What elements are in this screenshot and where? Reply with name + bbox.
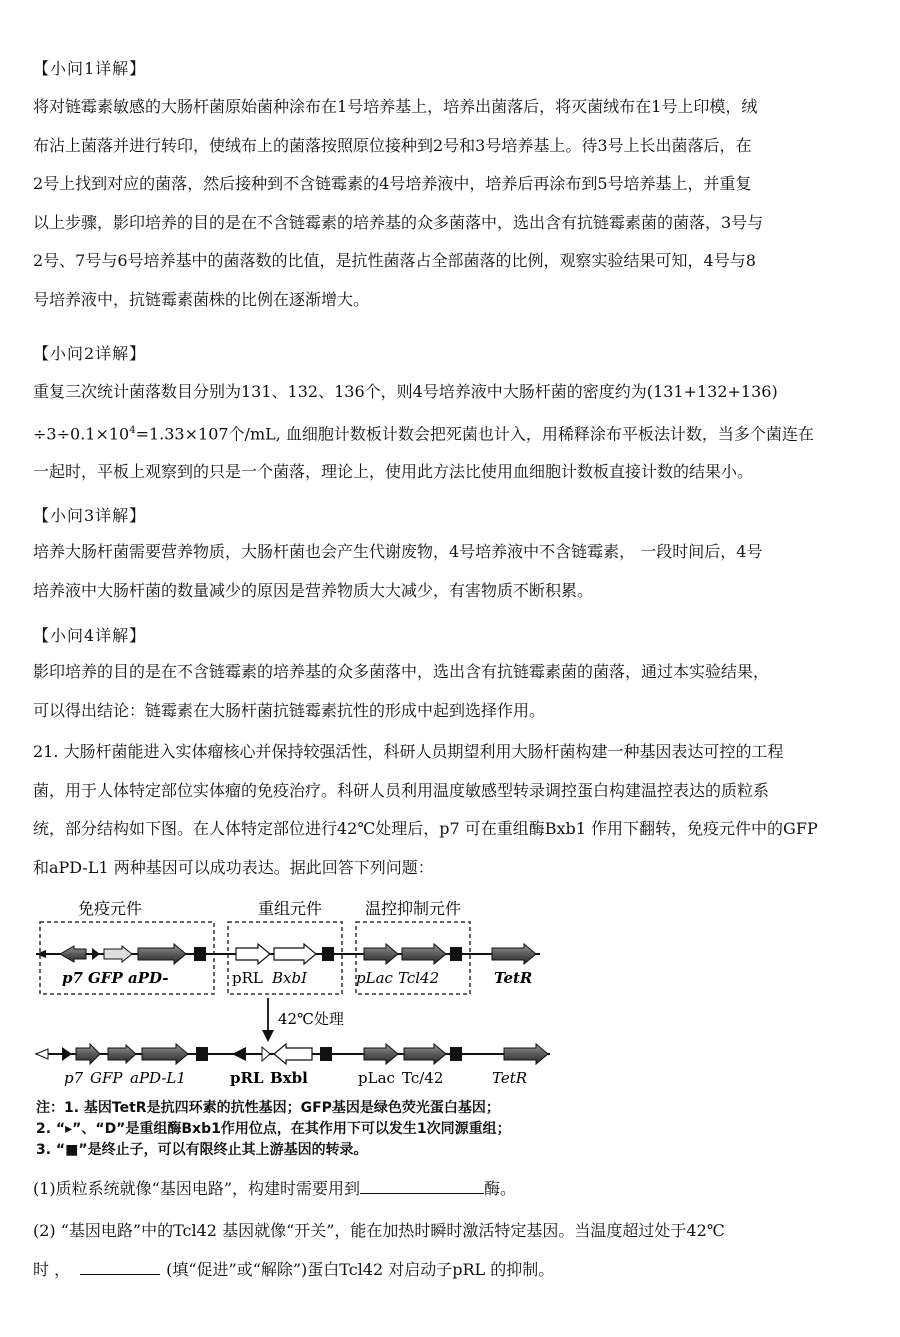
text-line: 和aPD-L1 两种基因可以成功表达。据此回答下列问题：	[33, 857, 434, 877]
terminator	[322, 947, 334, 961]
prl-promoter-arrow	[236, 944, 270, 964]
text-line: 将对链霉素敏感的大肠杆菌原始菌种涂布在1号培养基上，培养出菌落后，将灭菌绒布在1号上印模，绒	[33, 97, 758, 116]
text-line: 一起时，平板上观察到的只是一个菌落，理论上，使用此方法比使用血细胞计数板直接计数的结果小。	[33, 462, 754, 482]
terminator	[450, 1047, 462, 1061]
text-line: 2号、7号与6号培养基中的菌落数的比值，是抗性菌落占全部菌落的比例，观察实验结果可知，4号与8	[33, 251, 756, 270]
recombination-element-label: 重组元件	[257, 899, 323, 918]
immune-element-label: 免疫元件	[77, 899, 143, 918]
text-line: 统，部分结构如下图。在人体特定部位进行42℃处理后，p7 可在重组酶Bxb1 作用下翻转，免疫元件中的GFP	[33, 819, 818, 838]
plasmid-diagram	[30, 890, 610, 1100]
bxb1-site-marker	[262, 1047, 270, 1061]
tetr-gene-arrow	[504, 1044, 548, 1064]
apd-gene-arrow	[138, 944, 186, 964]
paragraph-4	[33, 653, 873, 730]
text-line: 培养大肠杆菌需要营养物质，大肠杆菌也会产生代谢废物，4号培养液中不含链霉素， 一段时间后，4号	[33, 542, 763, 561]
gfp-gene-arrow	[104, 946, 132, 962]
text-line: 2号上找到对应的菌落，然后接种到不含链霉素的4号培养液中，培养后再涂布到5号培养基上，并重复	[33, 174, 752, 193]
bxb1-gene-arrow	[274, 944, 316, 964]
apd-label: aPD-	[128, 969, 169, 987]
plac-label: pLac	[358, 1069, 395, 1087]
tcl42-label: Tc/42	[402, 1069, 444, 1087]
terminator	[196, 1047, 208, 1061]
prl-label: pRL	[232, 969, 263, 987]
terminator	[194, 947, 206, 961]
left-arrow-head	[36, 950, 46, 958]
p7-label: p7	[62, 969, 83, 987]
answer-blank[interactable]	[80, 1260, 160, 1275]
answer-blank[interactable]	[360, 1179, 484, 1194]
tetr-label: TetR	[494, 969, 533, 987]
text-line: 重复三次统计菌落数目分别为131、132、136个，则4号培养液中大肠杆菌的密度约为(131+132+136)	[33, 382, 778, 401]
apd-label: aPD-L1	[130, 1069, 186, 1087]
plac-promoter-arrow	[364, 1044, 398, 1064]
question-21-stem	[33, 733, 873, 887]
question-2-line-2: 时 ， (填“促进”或“解除”)蛋白Tcl42 对启动子pRL 的抑制。	[33, 1260, 555, 1279]
prl-label: pRL	[230, 1069, 264, 1087]
p7-arrow	[60, 946, 86, 962]
text-line: 21. 大肠杆菌能进入实体瘤核心并保持较强活性，科研人员期望利用大肠杆菌构建一种基因表达可控的工程	[33, 742, 784, 761]
tcl42-gene-arrow	[402, 944, 446, 964]
text-line: 培养液中大肠杆菌的数量减少的原因是营养物质大大减少，有害物质不断积累。	[33, 580, 594, 600]
tcl42-gene-arrow	[404, 1044, 446, 1064]
section-heading-4: 【小问4详解】	[33, 626, 147, 645]
heat-treatment-label: 42℃处理	[278, 1010, 344, 1028]
section-heading-2: 【小问2详解】	[33, 344, 147, 363]
text-line: 可以得出结论：链霉素在大肠杆菌抗链霉素抗性的形成中起到选择作用。	[33, 700, 546, 720]
gfp-gene-arrow	[108, 1045, 136, 1063]
section-heading-1: 【小问1详解】	[33, 59, 147, 78]
plac-label: pLac	[356, 969, 393, 987]
text-line: 菌，用于人体特定部位实体瘤的免疫治疗。科研人员利用温度敏感型转录调控蛋白构建温控表达的质粒系	[33, 780, 770, 800]
p7-arrow	[76, 1044, 100, 1064]
temperature-suppression-element-label: 温控抑制元件	[364, 899, 462, 918]
prl-promoter-arrow	[232, 1047, 246, 1061]
tetr-label: TetR	[492, 1069, 528, 1087]
section-heading-3: 【小问3详解】	[33, 506, 147, 525]
question-2-line-1: (2) “基因电路”中的Tcl42 基因就像“开关”，能在加热时瞬时激活特定基因。当温度超过处于42℃	[33, 1221, 725, 1240]
paragraph-3	[33, 533, 873, 610]
tetr-gene-arrow	[492, 944, 536, 964]
left-arrow-head	[36, 1049, 48, 1059]
terminator	[320, 1047, 332, 1061]
bxb1-site-marker	[92, 948, 100, 960]
process-arrow-head	[262, 1030, 274, 1042]
text-line: 影印培养的目的是在不含链霉素的培养基的众多菌落中，选出含有抗链霉素菌的菌落，通过本实验结果，	[33, 662, 770, 681]
plac-promoter-arrow	[364, 944, 398, 964]
diagram-notes	[36, 1098, 511, 1161]
question-1: (1)质粒系统就像“基因电路”，构建时需要用到 酶。	[33, 1179, 517, 1198]
gfp-label: GFP	[90, 1069, 123, 1087]
text-line: 布沾上菌落并进行转印，使绒布上的菌落按照原位接种到2号和3号培养基上。待3号上长出菌落后，在	[33, 135, 752, 155]
note-line: 注：1. 基因TetR是抗四环素的抗性基因；GFP基因是绿色荧光蛋白基因；	[36, 1100, 500, 1116]
terminator	[450, 947, 462, 961]
bxb1-label: BxbI	[272, 969, 308, 987]
bxb1-label: Bxbl	[270, 1069, 308, 1087]
paragraph-1	[33, 88, 873, 319]
bxb1-gene-arrow	[274, 1044, 312, 1064]
text-line: 号培养液中，抗链霉素菌株的比例在逐渐增大。	[33, 289, 370, 309]
gfp-label: GFP	[88, 969, 123, 987]
text-line: 以上步骤，影印培养的目的是在不含链霉素的培养基的众多菌落中，选出含有抗链霉素菌的菌落，3号与	[33, 212, 764, 232]
apd-gene-arrow	[142, 1044, 188, 1064]
paragraph-2	[33, 373, 873, 492]
text-line: $\div 3\div 0.1\times 10^4=1.33\times 107$个/mL, 血细胞计数板计数会把死菌也计入，用稀释涂布平板法计数，当多个菌连在	[33, 423, 814, 443]
bxb1-site-marker	[62, 1047, 72, 1061]
note-line: 3. “■”是终止子，可以有限终止其上游基因的转录。	[36, 1142, 368, 1158]
p7-label: p7	[64, 1069, 84, 1087]
note-line: 2. “▸”、“D”是重组酶Bxb1作用位点，在其作用下可以发生1次同源重组；	[36, 1121, 511, 1137]
tcl42-label: Tcl42	[398, 969, 440, 987]
